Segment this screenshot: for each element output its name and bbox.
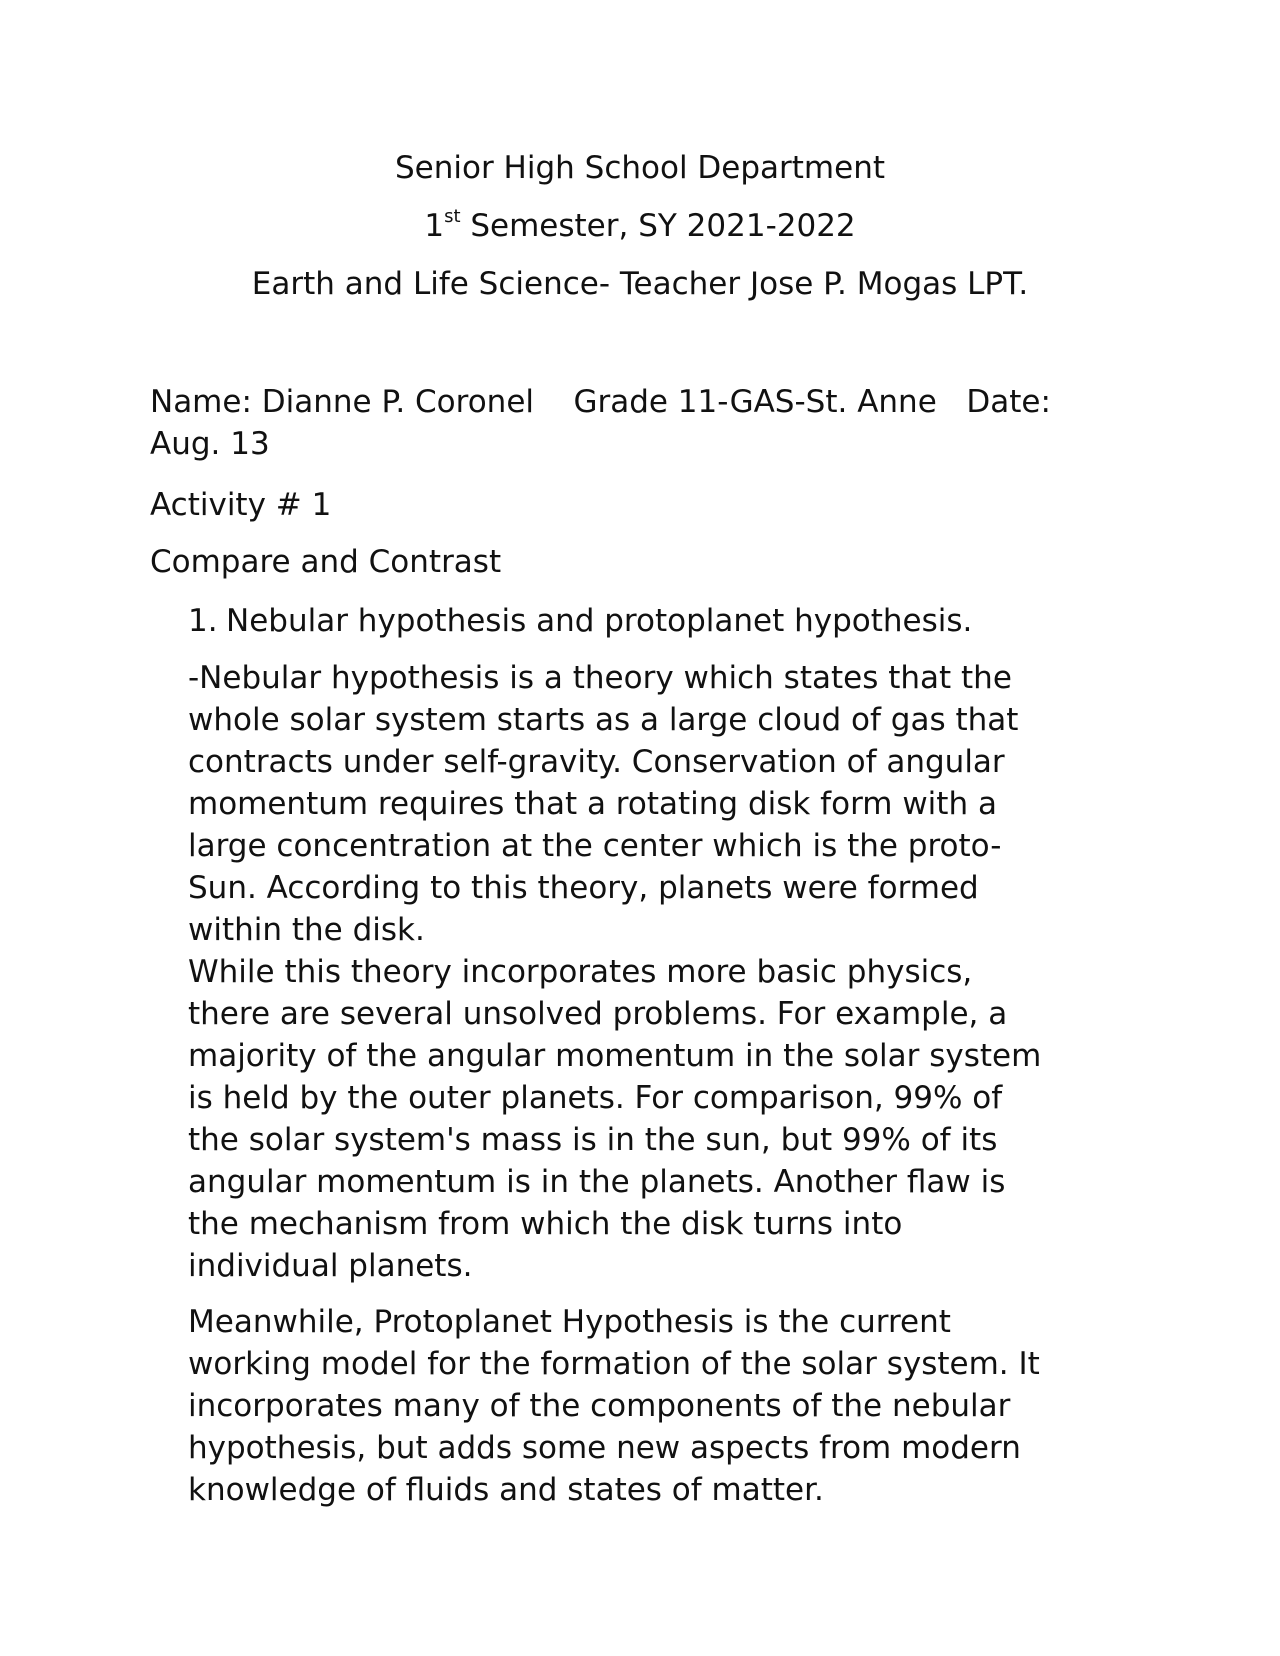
paragraph-line: Meanwhile, Protoplanet Hypothesis is the current <box>188 1304 951 1340</box>
semester-text: Semester, SY 2021-2022 <box>460 208 856 244</box>
list-item <box>188 600 972 642</box>
paragraph-line: hypothesis, but adds some new aspects from modern <box>188 1430 1021 1466</box>
paragraph-line: momentum requires that a rotating disk form with a <box>188 786 997 822</box>
activity-title: Activity # 1 <box>150 487 332 523</box>
list-item-text: Nebular hypothesis and protoplanet hypothesis. <box>226 603 973 639</box>
list-item-number: 1. <box>188 603 218 639</box>
paragraph-line: incorporates many of the components of the nebular <box>188 1388 1011 1424</box>
activity-subtitle: Compare and Contrast <box>150 544 502 580</box>
paragraph-protoplanet <box>188 1301 1118 1511</box>
paragraph-line: contracts under self-gravity. Conservation of angular <box>188 744 1005 780</box>
paragraph-line: the mechanism from which the disk turns into <box>188 1206 903 1242</box>
date-value: Aug. 13 <box>150 426 270 462</box>
paragraph-nebular <box>188 657 1118 951</box>
paragraph-line: is held by the outer planets. For comparison, 99% of <box>188 1080 1003 1116</box>
paragraph-line: working model for the formation of the solar system. It <box>188 1346 1040 1382</box>
paragraph-line: majority of the angular momentum in the solar system <box>188 1038 1042 1074</box>
paragraph-line: While this theory incorporates more basic physics, <box>188 954 973 990</box>
department-heading: Senior High School Department <box>394 150 886 186</box>
paragraph-line: the solar system's mass is in the sun, but 99% of its <box>188 1122 998 1158</box>
student-info <box>150 381 1150 465</box>
paragraph-line: Sun. According to this theory, planets were formed <box>188 870 979 906</box>
student-info-line <box>150 381 1150 423</box>
student-name: Name: Dianne P. Coronel <box>150 384 535 420</box>
paragraph-line: individual planets. <box>188 1248 473 1284</box>
paragraph-line: knowledge of fluids and states of matter. <box>188 1472 824 1508</box>
semester-ordinal: st <box>444 206 461 227</box>
semester-heading <box>0 206 1280 246</box>
subject-heading: Earth and Life Science- Teacher Jose P. Mogas LPT. <box>251 266 1029 302</box>
paragraph-line: -Nebular hypothesis is a theory which states that the <box>188 660 1012 696</box>
semester-number: 1 <box>424 208 445 244</box>
student-grade: Grade 11-GAS-St. Anne <box>573 384 937 420</box>
paragraph-line: large concentration at the center which is the proto- <box>188 828 1002 864</box>
paragraph-line: angular momentum is in the planets. Another flaw is <box>188 1164 1006 1200</box>
paragraph-line: there are several unsolved problems. For example, a <box>188 996 1008 1032</box>
date-label: Date: <box>966 384 1051 420</box>
paragraph-line: within the disk. <box>188 912 425 948</box>
paragraph-problems <box>188 951 1118 1287</box>
paragraph-line: whole solar system starts as a large cloud of gas that <box>188 702 1019 738</box>
